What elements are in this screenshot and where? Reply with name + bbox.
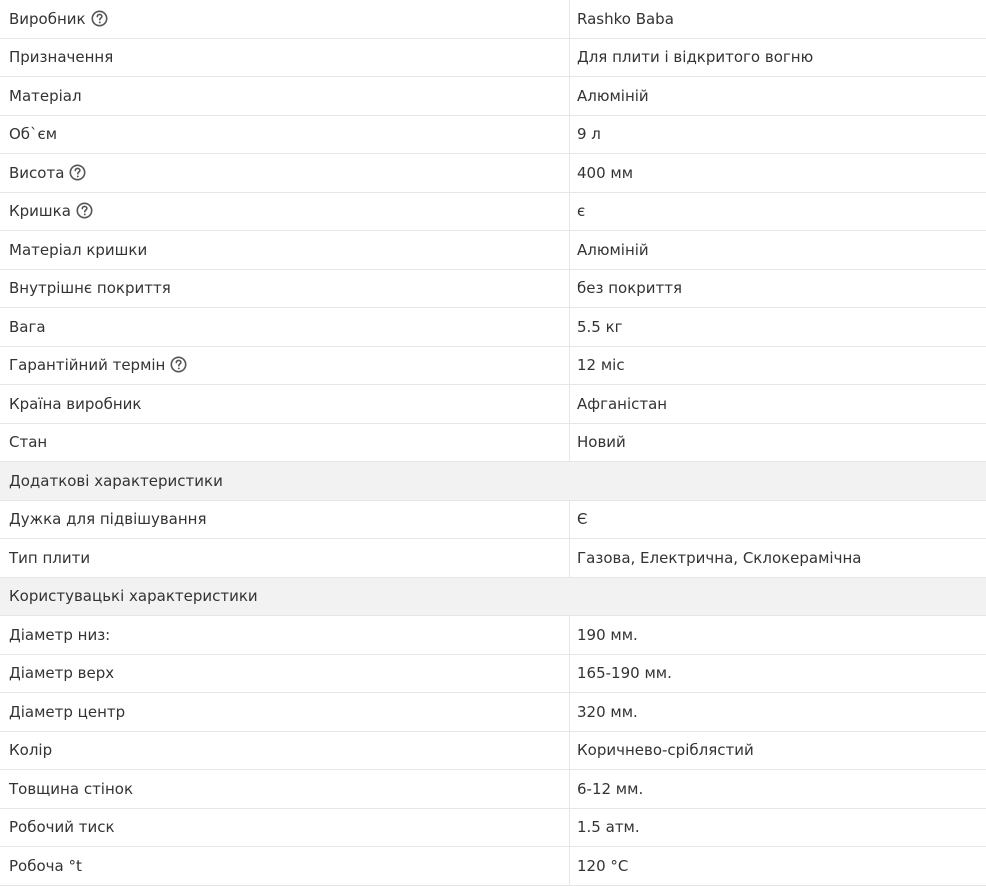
spec-value: без покриття: [570, 269, 986, 308]
spec-name: Матеріал: [9, 87, 82, 105]
section-title: Додаткові характеристики: [0, 462, 986, 501]
spec-name-cell: [0, 0, 570, 38]
spec-name: Виробник: [9, 10, 86, 28]
spec-name-cell: [0, 308, 570, 347]
spec-name: Діаметр центр: [9, 703, 125, 721]
spec-name: Призначення: [9, 48, 113, 66]
spec-name-cell: [0, 77, 570, 116]
spec-value: 12 міс: [570, 346, 986, 385]
spec-row: [0, 308, 986, 347]
question-circle-icon[interactable]: [76, 202, 93, 219]
spec-row: [0, 847, 986, 886]
spec-row: [0, 539, 986, 578]
spec-name-cell: [0, 693, 570, 732]
spec-name-cell: [0, 654, 570, 693]
spec-name-cell: [0, 500, 570, 539]
spec-value: Газова, Електрична, Склокерамічна: [570, 539, 986, 578]
spec-name-cell: [0, 38, 570, 77]
spec-row: [0, 616, 986, 655]
spec-name-cell: [0, 115, 570, 154]
spec-value: 1.5 атм.: [570, 808, 986, 847]
spec-name-cell: [0, 231, 570, 270]
spec-value: Коричнево-сріблястий: [570, 731, 986, 770]
spec-name-cell: [0, 731, 570, 770]
spec-name: Колір: [9, 741, 52, 759]
question-circle-icon[interactable]: [170, 356, 187, 373]
spec-row: [0, 0, 986, 38]
spec-value: є: [570, 192, 986, 231]
spec-value: 320 мм.: [570, 693, 986, 732]
question-circle-icon[interactable]: [69, 164, 86, 181]
spec-row: [0, 154, 986, 193]
spec-name: Об`єм: [9, 125, 57, 143]
spec-name-cell: [0, 808, 570, 847]
spec-row: [0, 808, 986, 847]
spec-row: [0, 385, 986, 424]
spec-value: 6-12 мм.: [570, 770, 986, 809]
spec-row: [0, 500, 986, 539]
spec-name-cell: [0, 385, 570, 424]
spec-name-cell: [0, 616, 570, 655]
spec-name: Діаметр низ:: [9, 626, 110, 644]
spec-row: [0, 731, 986, 770]
spec-name: Дужка для підвішування: [9, 510, 207, 528]
spec-name: Стан: [9, 433, 47, 451]
spec-name: Кришка: [9, 202, 71, 220]
spec-row: [0, 77, 986, 116]
spec-value: 165-190 мм.: [570, 654, 986, 693]
spec-value: Алюміній: [570, 231, 986, 270]
spec-value: 5.5 кг: [570, 308, 986, 347]
spec-name-cell: [0, 346, 570, 385]
spec-value: Rashko Baba: [570, 0, 986, 38]
spec-row: [0, 770, 986, 809]
spec-name: Товщина стінок: [9, 780, 133, 798]
spec-value: Для плити і відкритого вогню: [570, 38, 986, 77]
spec-name-cell: [0, 847, 570, 886]
spec-name: Висота: [9, 164, 64, 182]
spec-name: Діаметр верх: [9, 664, 114, 682]
spec-name-cell: [0, 423, 570, 462]
section-header-row: [0, 462, 986, 501]
spec-row: [0, 693, 986, 732]
spec-name: Внутрішнє покриття: [9, 279, 171, 297]
spec-row: [0, 423, 986, 462]
spec-name-cell: [0, 539, 570, 578]
spec-name: Робоча °t: [9, 857, 82, 875]
spec-name: Матеріал кришки: [9, 241, 147, 259]
spec-value: Алюміній: [570, 77, 986, 116]
spec-value: Новий: [570, 423, 986, 462]
spec-name-cell: [0, 192, 570, 231]
spec-row: [0, 115, 986, 154]
spec-name: Гарантійний термін: [9, 356, 165, 374]
spec-value: 400 мм: [570, 154, 986, 193]
spec-row: [0, 192, 986, 231]
section-title: Користувацькі характеристики: [0, 577, 986, 616]
spec-row: [0, 346, 986, 385]
spec-value: 190 мм.: [570, 616, 986, 655]
spec-name: Тип плити: [9, 549, 90, 567]
spec-row: [0, 654, 986, 693]
spec-row: [0, 38, 986, 77]
spec-value: Є: [570, 500, 986, 539]
spec-row: [0, 231, 986, 270]
section-header-row: [0, 577, 986, 616]
spec-name-cell: [0, 154, 570, 193]
spec-row: [0, 269, 986, 308]
spec-name-cell: [0, 770, 570, 809]
question-circle-icon[interactable]: [91, 10, 108, 27]
spec-value: Афганістан: [570, 385, 986, 424]
spec-name: Робочий тиск: [9, 818, 115, 836]
spec-value: 120 °C: [570, 847, 986, 886]
spec-name-cell: [0, 269, 570, 308]
spec-name: Вага: [9, 318, 46, 336]
spec-value: 9 л: [570, 115, 986, 154]
spec-name: Країна виробник: [9, 395, 141, 413]
